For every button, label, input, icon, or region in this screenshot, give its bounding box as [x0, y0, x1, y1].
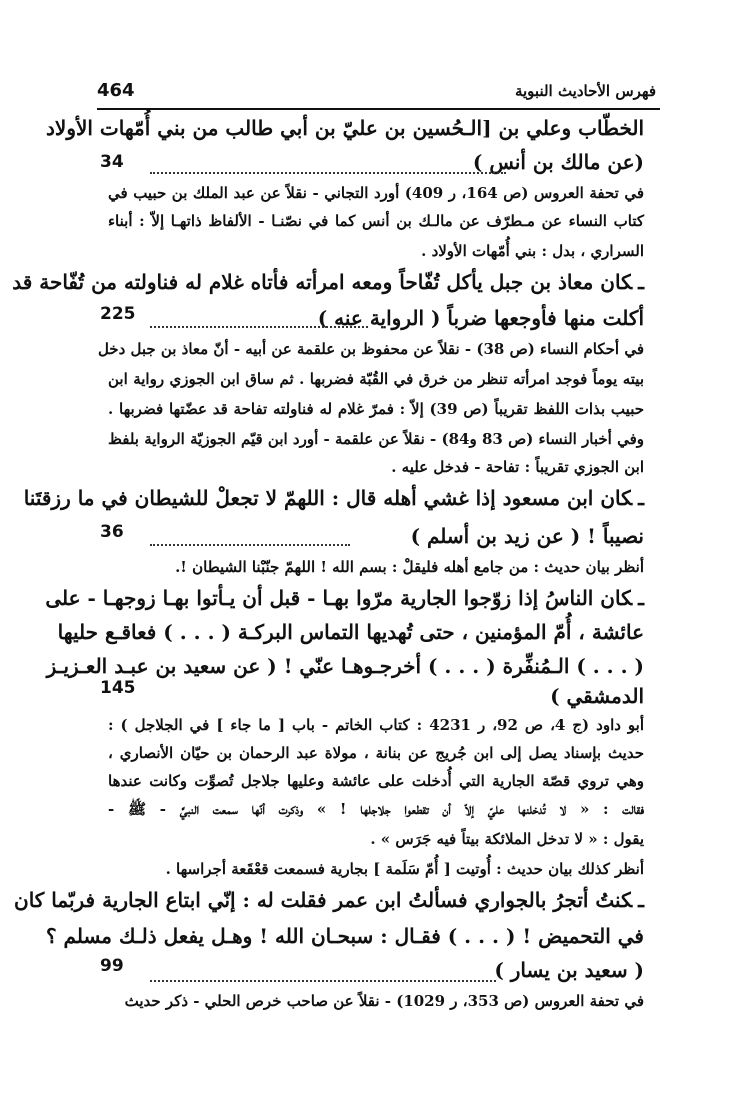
page-header — [0, 80, 756, 106]
source-note: السراري ، بدل : بني أُمّهات الأولاد . — [421, 242, 644, 260]
page-number: 464 — [97, 80, 135, 101]
page-reference: 34 — [100, 152, 124, 172]
hadith-text-segment: كنتُ أتجرُ بالجواري فسألتُ ابن عمر فقلت له : إنّي ابتاع الجارية فربّما كان — [14, 888, 633, 912]
source-note: بيته يوماً فوجد امرأته تنظر من خرق في القُبّة فضربها . ثم ساق ابن الجوزي رواية ابن — [108, 370, 644, 388]
header-rule — [97, 108, 660, 110]
hadith-text-segment: كان معاذ بن جبل يأكل تُفّاحاً ومعه امرأته فأتاه غلام له فناولته من تُفّاحة قد — [12, 270, 633, 294]
source-note: في تحفة العروس (ص 164، ر 409) أورد التجاني - نقلاً عن عبد الملك بن حبيب في — [108, 184, 645, 202]
hadith-text — [23, 486, 644, 510]
source-note: وهي تروي قصّة الجارية التي أُدخلت على عائشة وعليها جلاجل تُصوِّت وكانت عندها — [108, 772, 644, 790]
page-reference: 99 — [100, 956, 124, 976]
source-note: وفي أخبار النساء (ص 83 و84) - نقلاً عن علقمة - أورد ابن قيّم الجوزيّة الرواية بلفظ — [108, 430, 645, 448]
hadith-text: ( . . . ) الـمُنفِّرة ( . . . ) أخرجـوهـا عنّي ! ( عن سعيد بن عبـد العـزيـز — [46, 654, 644, 678]
entry-dash: ـ — [638, 888, 644, 912]
hadith-text: الدمشقي ) — [550, 684, 644, 708]
source-note: حبيب بذات اللفظ تقريباً (ص 39) إلاّ : فمرّ غلام له فناولته تفاحة قد عضّتها فضربها . — [108, 400, 644, 418]
entry-dash: ـ — [638, 586, 644, 610]
hadith-text-segment: كان الناسُ إذا زوّجوا الجارية مرّوا بهـا - قبل أن يـأتوا بهـا زوجهـا - على — [45, 586, 633, 610]
running-title: فهرس الأحاديث النبوية — [514, 82, 656, 100]
hadith-text: أكلت منها فأوجعها ضرباً ( الرواية عنه ) — [317, 306, 644, 330]
hadith-text: في التحميض ! ( . . . ) فقـال : سبحـان الله ! وهـل يفعل ذلـك مسلم ؟ — [45, 924, 644, 948]
page-reference: 36 — [100, 522, 124, 542]
dotted-leader — [150, 980, 496, 982]
source-note: أنظر كذلك بيان حديث : أُوتيت [ أُمّ سَلَمة ] بجارية فسمعت قعْقَعة أجراسها . — [165, 860, 644, 878]
dotted-leader — [150, 326, 368, 328]
page-reference: 225 — [100, 304, 136, 324]
page-reference: 145 — [100, 678, 136, 698]
source-note: ابن الجوزي تقريباً : تفاحة - فدخل عليه . — [391, 458, 644, 476]
hadith-text-segment: كان ابن مسعود إذا غشي أهله قال : اللهمّ لا تجعلْ للشيطان في ما رزقتَنا — [23, 486, 633, 510]
hadith-text: الخطّاب وعلي بن [الـحُسين بن عليّ بن أبي طالب من بني أُمّهات الأولاد — [46, 116, 644, 140]
dotted-leader — [150, 544, 350, 546]
hadith-text: (عن مالك بن أنس ) — [472, 150, 644, 174]
entry-dash: ـ — [638, 270, 644, 294]
entry-dash: ـ — [638, 486, 644, 510]
hadith-text — [14, 888, 644, 912]
source-note: حديث بإسناد يصل إلى ابن جُريج عن بنانة ، مولاة عبد الرحمان بن حيّان الأنصاري ، — [108, 744, 644, 762]
source-note: فقالت : « لا تُدخلنها عليّ إلاّ أن تقطعوا جلاجلها ! » وذكرت أنّها سمعت النبيَّ - ﷺ - — [108, 800, 644, 818]
source-note: يقول : « لا تدخل الملائكة بيتاً فيه جَرَس » . — [370, 830, 644, 848]
source-note: في تحفة العروس (ص 353، ر 1029) - نقلاً عن صاحب خرص الحلي - ذكر حديث — [124, 992, 644, 1010]
hadith-text: نصيباً ! ( عن زيد بن أسلم ) — [410, 524, 644, 548]
hadith-text: ( سعيد بن يسار ) — [494, 958, 644, 982]
hadith-text — [45, 586, 644, 610]
source-note: كتاب النساء عن مـطرّف عن مالـك بن أنس كما في نصّنـا - الألفاظ ذاتهـا إلاّ : أبناء — [108, 212, 644, 230]
hadith-text — [12, 270, 644, 294]
source-note: أنظر بيان حديث : من جامع أهله فليقلْ : بسم الله ! اللهمّ جنّبْنا الشيطان !. — [175, 558, 644, 576]
dotted-leader — [150, 172, 506, 174]
hadith-text: عائشة ، أُمّ المؤمنين ، حتى تُهديها التماس البركـة ( . . . ) فعاقـع حليها — [57, 620, 644, 644]
source-note: أبو داود (ج 4، ص 92، ر 4231 : كتاب الخاتم - باب [ ما جاء ] في الجلاجل ) : — [108, 716, 645, 734]
source-note: في أحكام النساء (ص 38) - نقلاً عن محفوظ بن علقمة عن أبيه - أنّ معاذ بن جبل دخل — [97, 340, 644, 358]
